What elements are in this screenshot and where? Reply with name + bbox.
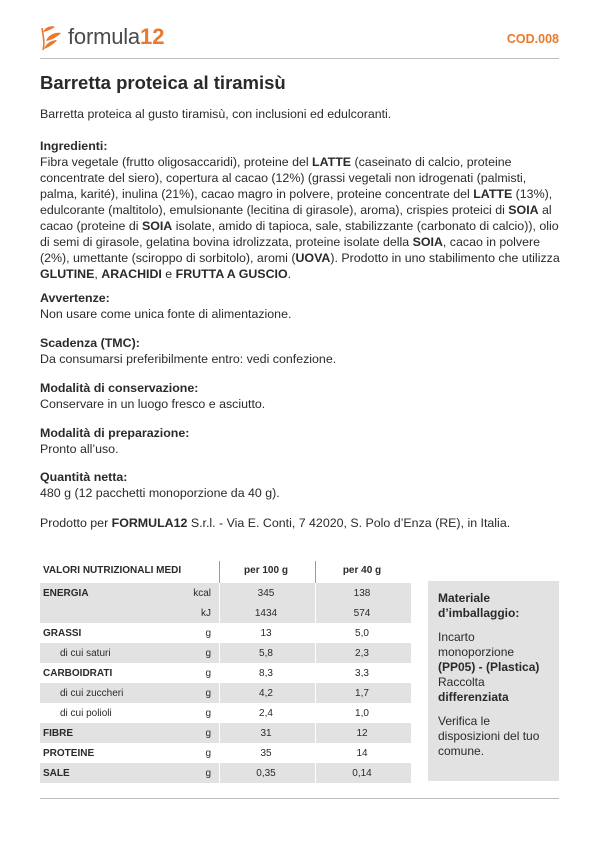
nutrient-unit: g <box>205 728 211 739</box>
nutrient-name: di cui zuccheri <box>60 688 124 699</box>
nutrient-name: CARBOIDRATI <box>43 668 113 679</box>
product-description: Barretta proteica al gusto tiramisù, con inclusioni ed edulcoranti. <box>40 107 392 121</box>
nutrient-unit: g <box>205 768 211 779</box>
allergen: SOIA <box>508 203 539 217</box>
nutrient-value-per40: 12 <box>356 728 368 739</box>
nutrient-value-per40: 5,0 <box>355 628 369 639</box>
nutrition-row <box>40 603 411 623</box>
warnings-section <box>40 290 562 322</box>
nutrient-value-per100: 0,35 <box>256 768 276 779</box>
nutrition-row <box>40 703 411 723</box>
nutrition-header-per40: per 40 g <box>342 565 382 576</box>
nutrient-value-per40: 2,3 <box>355 648 369 659</box>
nutrient-unit: kcal <box>193 588 211 599</box>
producer-prefix: Prodotto per <box>40 516 112 530</box>
nutrition-row <box>40 723 411 743</box>
storage-section <box>40 380 562 412</box>
allergen: ARACHIDI <box>101 267 162 281</box>
nutrient-value-per100: 1434 <box>254 608 278 619</box>
allergen: GLUTINE <box>40 267 95 281</box>
nutrient-value-per40: 3,3 <box>355 668 369 679</box>
footer-divider <box>40 798 559 799</box>
preparation-section <box>40 425 562 457</box>
nutrition-row <box>40 643 411 663</box>
expiry-label: Scadenza (TMC): <box>40 336 140 350</box>
nutrient-name: SALE <box>43 768 70 779</box>
nutrient-value-per100: 31 <box>260 728 272 739</box>
product-code: COD.008 <box>506 32 559 46</box>
brand-word: formula <box>68 24 140 49</box>
nutrient-unit: g <box>205 668 211 679</box>
ingredients-segment: , <box>94 267 102 281</box>
allergen: FRUTTA A GUSCIO <box>175 267 288 281</box>
preparation-label: Modalità di preparazione: <box>40 426 190 440</box>
header-divider <box>40 58 559 59</box>
nutrition-row <box>40 683 411 703</box>
nutrient-value-per40: 574 <box>353 608 371 619</box>
page-title: Barretta proteica al tiramisù <box>40 72 286 93</box>
nutrient-value-per100: 8,3 <box>259 668 273 679</box>
net-quantity-section <box>40 469 562 501</box>
expiry-text: Da consumarsi preferibilmente entro: vedi confezione. <box>40 352 337 366</box>
allergen: UOVA <box>295 251 331 265</box>
allergen: LATTE <box>312 155 352 169</box>
nutrient-value-per40: 0,14 <box>352 768 372 779</box>
nutrient-value-per100: 35 <box>260 748 272 759</box>
nutrition-row <box>40 763 411 783</box>
ingredients-segment: ). Prodotto in uno stabilimento che utilizza <box>330 251 560 265</box>
ingredients-section <box>40 138 562 282</box>
packaging-title: Materiale d’imballaggio: <box>438 591 520 620</box>
nutrient-unit: g <box>205 628 211 639</box>
storage-text: Conservare in un luogo fresco e asciutto. <box>40 397 266 411</box>
producer-company: FORMULA12 <box>111 516 188 530</box>
packaging-collection: differenziata <box>438 690 509 704</box>
nutrient-name: GRASSI <box>43 628 82 639</box>
warnings-text: Non usare come unica fonte di alimentazione. <box>40 307 292 321</box>
brand-logo <box>40 20 164 54</box>
nutrition-row <box>40 663 411 683</box>
nutrient-value-per100: 5,8 <box>259 648 273 659</box>
nutrient-unit: g <box>205 708 211 719</box>
column-divider <box>315 561 316 583</box>
nutrient-value-per100: 345 <box>257 588 275 599</box>
ingredients-segment: al cacao (proteine di <box>40 203 552 233</box>
nutrition-row <box>40 623 411 643</box>
nutrient-unit: g <box>205 748 211 759</box>
brand-number: 12 <box>139 24 165 49</box>
warnings-label: Avvertenze: <box>40 291 110 305</box>
allergen: SOIA <box>141 219 173 233</box>
nutrient-value-per100: 4,2 <box>259 688 273 699</box>
ingredients-label: Ingredienti: <box>40 139 108 153</box>
nutrient-name: di cui saturi <box>60 648 111 659</box>
nutrient-name: FIBRE <box>43 728 73 739</box>
packaging-description <box>438 630 549 705</box>
nutrition-header-name: VALORI NUTRIZIONALI MEDI <box>43 565 182 576</box>
ingredients-segment: e <box>161 267 176 281</box>
nutrition-row <box>40 743 411 763</box>
nutrient-unit: g <box>205 648 211 659</box>
nutrient-unit: kJ <box>201 608 211 619</box>
nutrient-unit: g <box>205 688 211 699</box>
nutrition-header-row <box>40 561 411 583</box>
net-quantity-label: Quantità netta: <box>40 470 128 484</box>
nutrition-row <box>40 583 411 603</box>
ingredients-segment: (13%), edulcorante (maltitolo), emulsionante (lecitina di girasole), aroma), crispies proteici di <box>40 187 553 217</box>
packaging-line: Incarto monoporzione <box>438 630 515 659</box>
nutrient-name: ENERGIA <box>43 588 89 599</box>
column-divider <box>219 583 220 783</box>
ingredients-segment: isolate, amido di tapioca, sale, stabilizzante (carbonato di calcio)), olio di semi di girasole, gelatina bovina idrolizzata, proteine isolate della <box>40 219 559 249</box>
packaging-box <box>428 581 559 781</box>
nutrition-header-per100: per 100 g <box>244 565 288 576</box>
page-header <box>0 0 599 60</box>
allergen: LATTE <box>473 187 513 201</box>
nutrient-value-per40: 1,7 <box>355 688 369 699</box>
ingredients-segment: Fibra vegetale (frutto oligosaccaridi), proteine del <box>40 155 313 169</box>
packaging-material: (PP05) - (Plastica) <box>438 660 540 674</box>
packaging-line: Raccolta <box>438 675 485 689</box>
column-divider <box>219 561 220 583</box>
preparation-text: Pronto all’uso. <box>40 442 119 456</box>
nutrient-value-per40: 138 <box>353 588 371 599</box>
ingredients-text <box>40 154 562 282</box>
nutrient-name: di cui polioli <box>60 708 112 719</box>
ingredients-segment: . <box>287 267 292 281</box>
ingredients-segment: (caseinato di calcio, proteine concentrate del siero), copertura al cacao (12%) (grassi vegetali non idrogenati (palmisti, palma, karité), inulina (21%), cacao magro in polvere, proteine concentrate del <box>40 155 527 201</box>
producer-line <box>40 515 562 531</box>
storage-label: Modalità di conservazione: <box>40 381 199 395</box>
packaging-note: Verifica le disposizioni del tuo comune. <box>438 714 540 758</box>
producer-address: S.r.l. - Via E. Conti, 7 42020, S. Polo d’Enza (RE), in Italia. <box>187 516 511 530</box>
nutrient-value-per40: 14 <box>356 748 368 759</box>
nutrition-table <box>40 561 411 783</box>
expiry-section <box>40 335 562 367</box>
ingredients-segment: , cacao in polvere (2%), umettante (sciroppo di sorbitolo), aromi ( <box>40 235 541 265</box>
leaf-icon <box>40 23 66 51</box>
column-divider <box>315 583 316 783</box>
nutrition-body <box>40 583 411 783</box>
nutrient-value-per100: 2,4 <box>259 708 273 719</box>
allergen: SOIA <box>412 235 443 249</box>
net-quantity-text: 480 g (12 pacchetti monoporzione da 40 g). <box>40 486 280 500</box>
nutrient-value-per100: 13 <box>260 628 272 639</box>
nutrient-name: PROTEINE <box>43 748 95 759</box>
nutrient-value-per40: 1,0 <box>355 708 369 719</box>
